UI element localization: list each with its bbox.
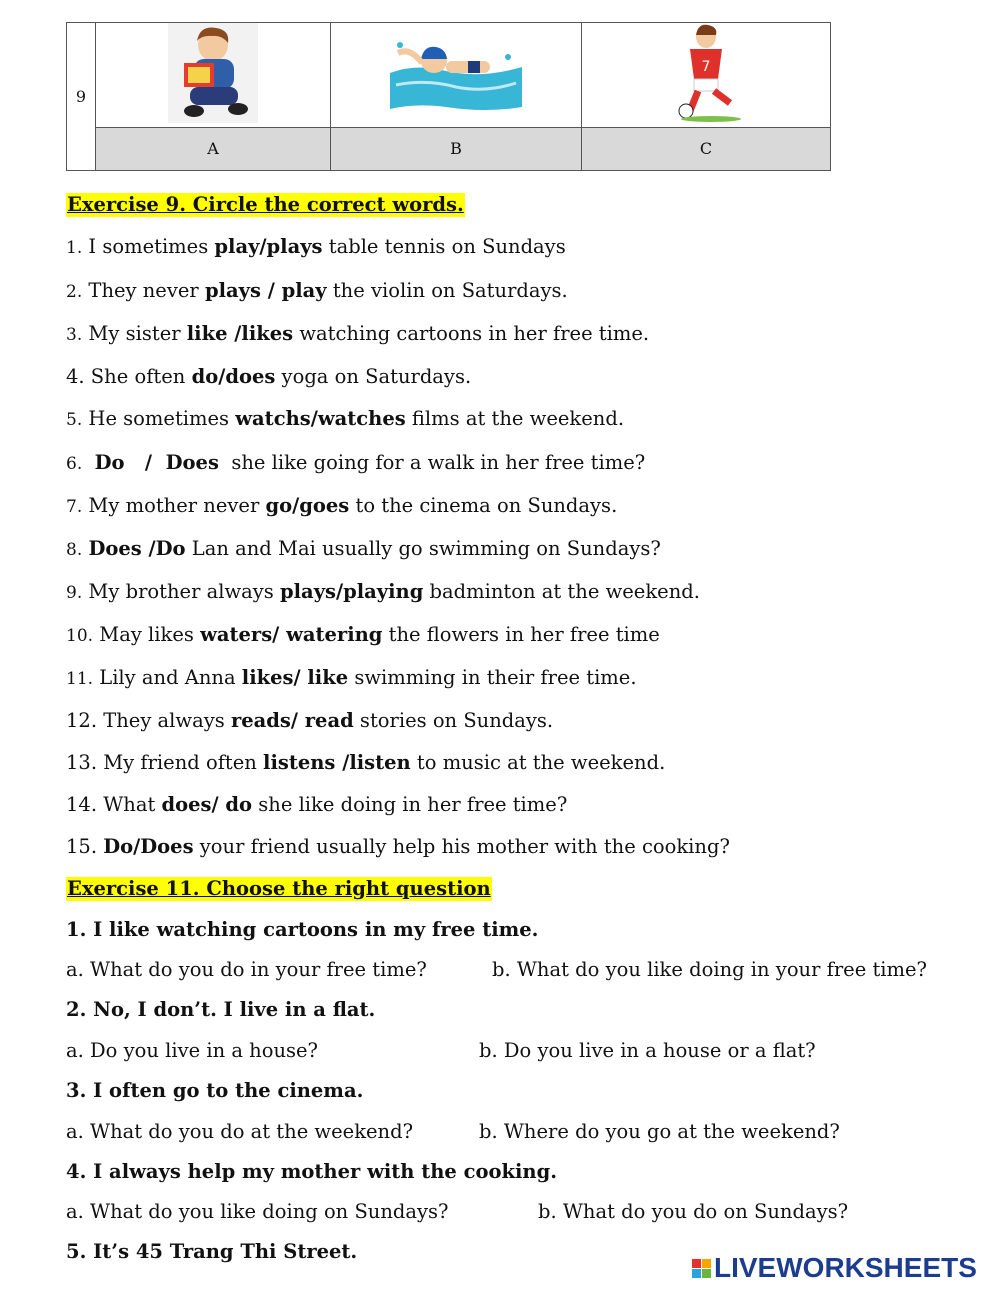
question-answer: 4. I always help my mother with the cooking. bbox=[66, 1160, 558, 1183]
list-item: 10. May likes waters/ watering the flowers in her free time bbox=[66, 623, 660, 646]
option-b[interactable]: b. What do you like doing in your free time? bbox=[492, 958, 928, 981]
list-item: 1. I sometimes play/plays table tennis on Sundays bbox=[66, 235, 566, 258]
list-item: 14. What does/ do she like doing in her free time? bbox=[66, 793, 568, 816]
word-choice[interactable]: do/does bbox=[191, 365, 276, 388]
question-answer: 2. No, I don’t. I live in a flat. bbox=[66, 998, 376, 1021]
list-item: 11. Lily and Anna likes/ like swimming in their free time. bbox=[66, 666, 637, 689]
word-choice[interactable]: waters/ watering bbox=[200, 623, 383, 646]
list-item: 13. My friend often listens /listen to music at the weekend. bbox=[66, 751, 666, 774]
list-item: 12. They always reads/ read stories on Sundays. bbox=[66, 709, 554, 732]
question-answer: 5. It’s 45 Trang Thi Street. bbox=[66, 1240, 358, 1263]
list-item: 9. My brother always plays/playing badminton at the weekend. bbox=[66, 580, 700, 603]
word-choice[interactable]: Do/Does bbox=[103, 835, 194, 858]
option-a[interactable]: a. Do you live in a house? bbox=[66, 1039, 319, 1062]
word-choice[interactable]: like /likes bbox=[186, 322, 294, 345]
picture-c-cell bbox=[582, 23, 831, 128]
boy-reading-book-icon bbox=[168, 23, 258, 123]
exercise11-heading: Exercise 11. Choose the right question bbox=[67, 877, 491, 900]
picture-table bbox=[66, 22, 831, 171]
logo-squares-icon bbox=[692, 1259, 711, 1278]
option-b[interactable]: b. What do you do on Sundays? bbox=[538, 1200, 849, 1223]
list-item: 7. My mother never go/goes to the cinema on Sundays. bbox=[66, 494, 618, 517]
boy-playing-football-icon bbox=[656, 23, 756, 123]
logo-square bbox=[702, 1259, 711, 1268]
picture-a-cell bbox=[96, 23, 331, 128]
logo-text: LIVEWORKSHEETS bbox=[714, 1252, 977, 1283]
list-item: 8. Does /Do Lan and Mai usually go swimming on Sundays? bbox=[66, 537, 661, 560]
word-choice[interactable]: go/goes bbox=[265, 494, 350, 517]
logo-square bbox=[702, 1269, 711, 1278]
logo-square bbox=[692, 1269, 701, 1278]
row-number: 9 bbox=[67, 23, 96, 171]
list-item: 6. Do / Does she like going for a walk in her free time? bbox=[66, 451, 646, 474]
list-item: 3. My sister like /likes watching cartoons in her free time. bbox=[66, 322, 650, 345]
liveworksheets-logo bbox=[692, 1252, 977, 1284]
list-item: 4. She often do/does yoga on Saturdays. bbox=[66, 365, 472, 388]
picture-b-label: B bbox=[331, 128, 582, 171]
list-item: 15. Do/Does your friend usually help his mother with the cooking? bbox=[66, 835, 730, 858]
option-a[interactable]: a. What do you do at the weekend? bbox=[66, 1120, 414, 1143]
list-item: 2. They never plays / play the violin on Saturdays. bbox=[66, 279, 568, 302]
boy-swimming-icon bbox=[386, 33, 526, 113]
word-choice[interactable]: does/ do bbox=[161, 793, 253, 816]
word-choice[interactable]: plays/playing bbox=[280, 580, 424, 603]
option-b[interactable]: b. Do you live in a house or a flat? bbox=[479, 1039, 816, 1062]
word-choice[interactable]: play/plays bbox=[214, 235, 323, 258]
word-choice[interactable]: listens /listen bbox=[263, 751, 411, 774]
word-choice[interactable]: Does /Do bbox=[88, 537, 186, 560]
picture-c-label: C bbox=[582, 128, 831, 171]
option-a[interactable]: a. What do you like doing on Sundays? bbox=[66, 1200, 449, 1223]
picture-b-cell bbox=[331, 23, 582, 128]
list-item: 5. He sometimes watchs/watches films at the weekend. bbox=[66, 407, 625, 430]
option-a[interactable]: a. What do you do in your free time? bbox=[66, 958, 427, 981]
word-choice[interactable]: reads/ read bbox=[230, 709, 354, 732]
logo-square bbox=[692, 1259, 701, 1268]
word-choice[interactable]: Do / Does bbox=[94, 451, 219, 474]
word-choice[interactable]: watchs/watches bbox=[235, 407, 406, 430]
option-b[interactable]: b. Where do you go at the weekend? bbox=[479, 1120, 840, 1143]
question-answer: 1. I like watching cartoons in my free time. bbox=[66, 918, 539, 941]
word-choice[interactable]: likes/ like bbox=[241, 666, 349, 689]
word-choice[interactable]: plays / play bbox=[204, 279, 327, 302]
exercise9-heading: Exercise 9. Circle the correct words. bbox=[67, 193, 464, 216]
question-answer: 3. I often go to the cinema. bbox=[66, 1079, 364, 1102]
svg-text:7: 7 bbox=[701, 59, 711, 75]
picture-a-label: A bbox=[96, 128, 331, 171]
